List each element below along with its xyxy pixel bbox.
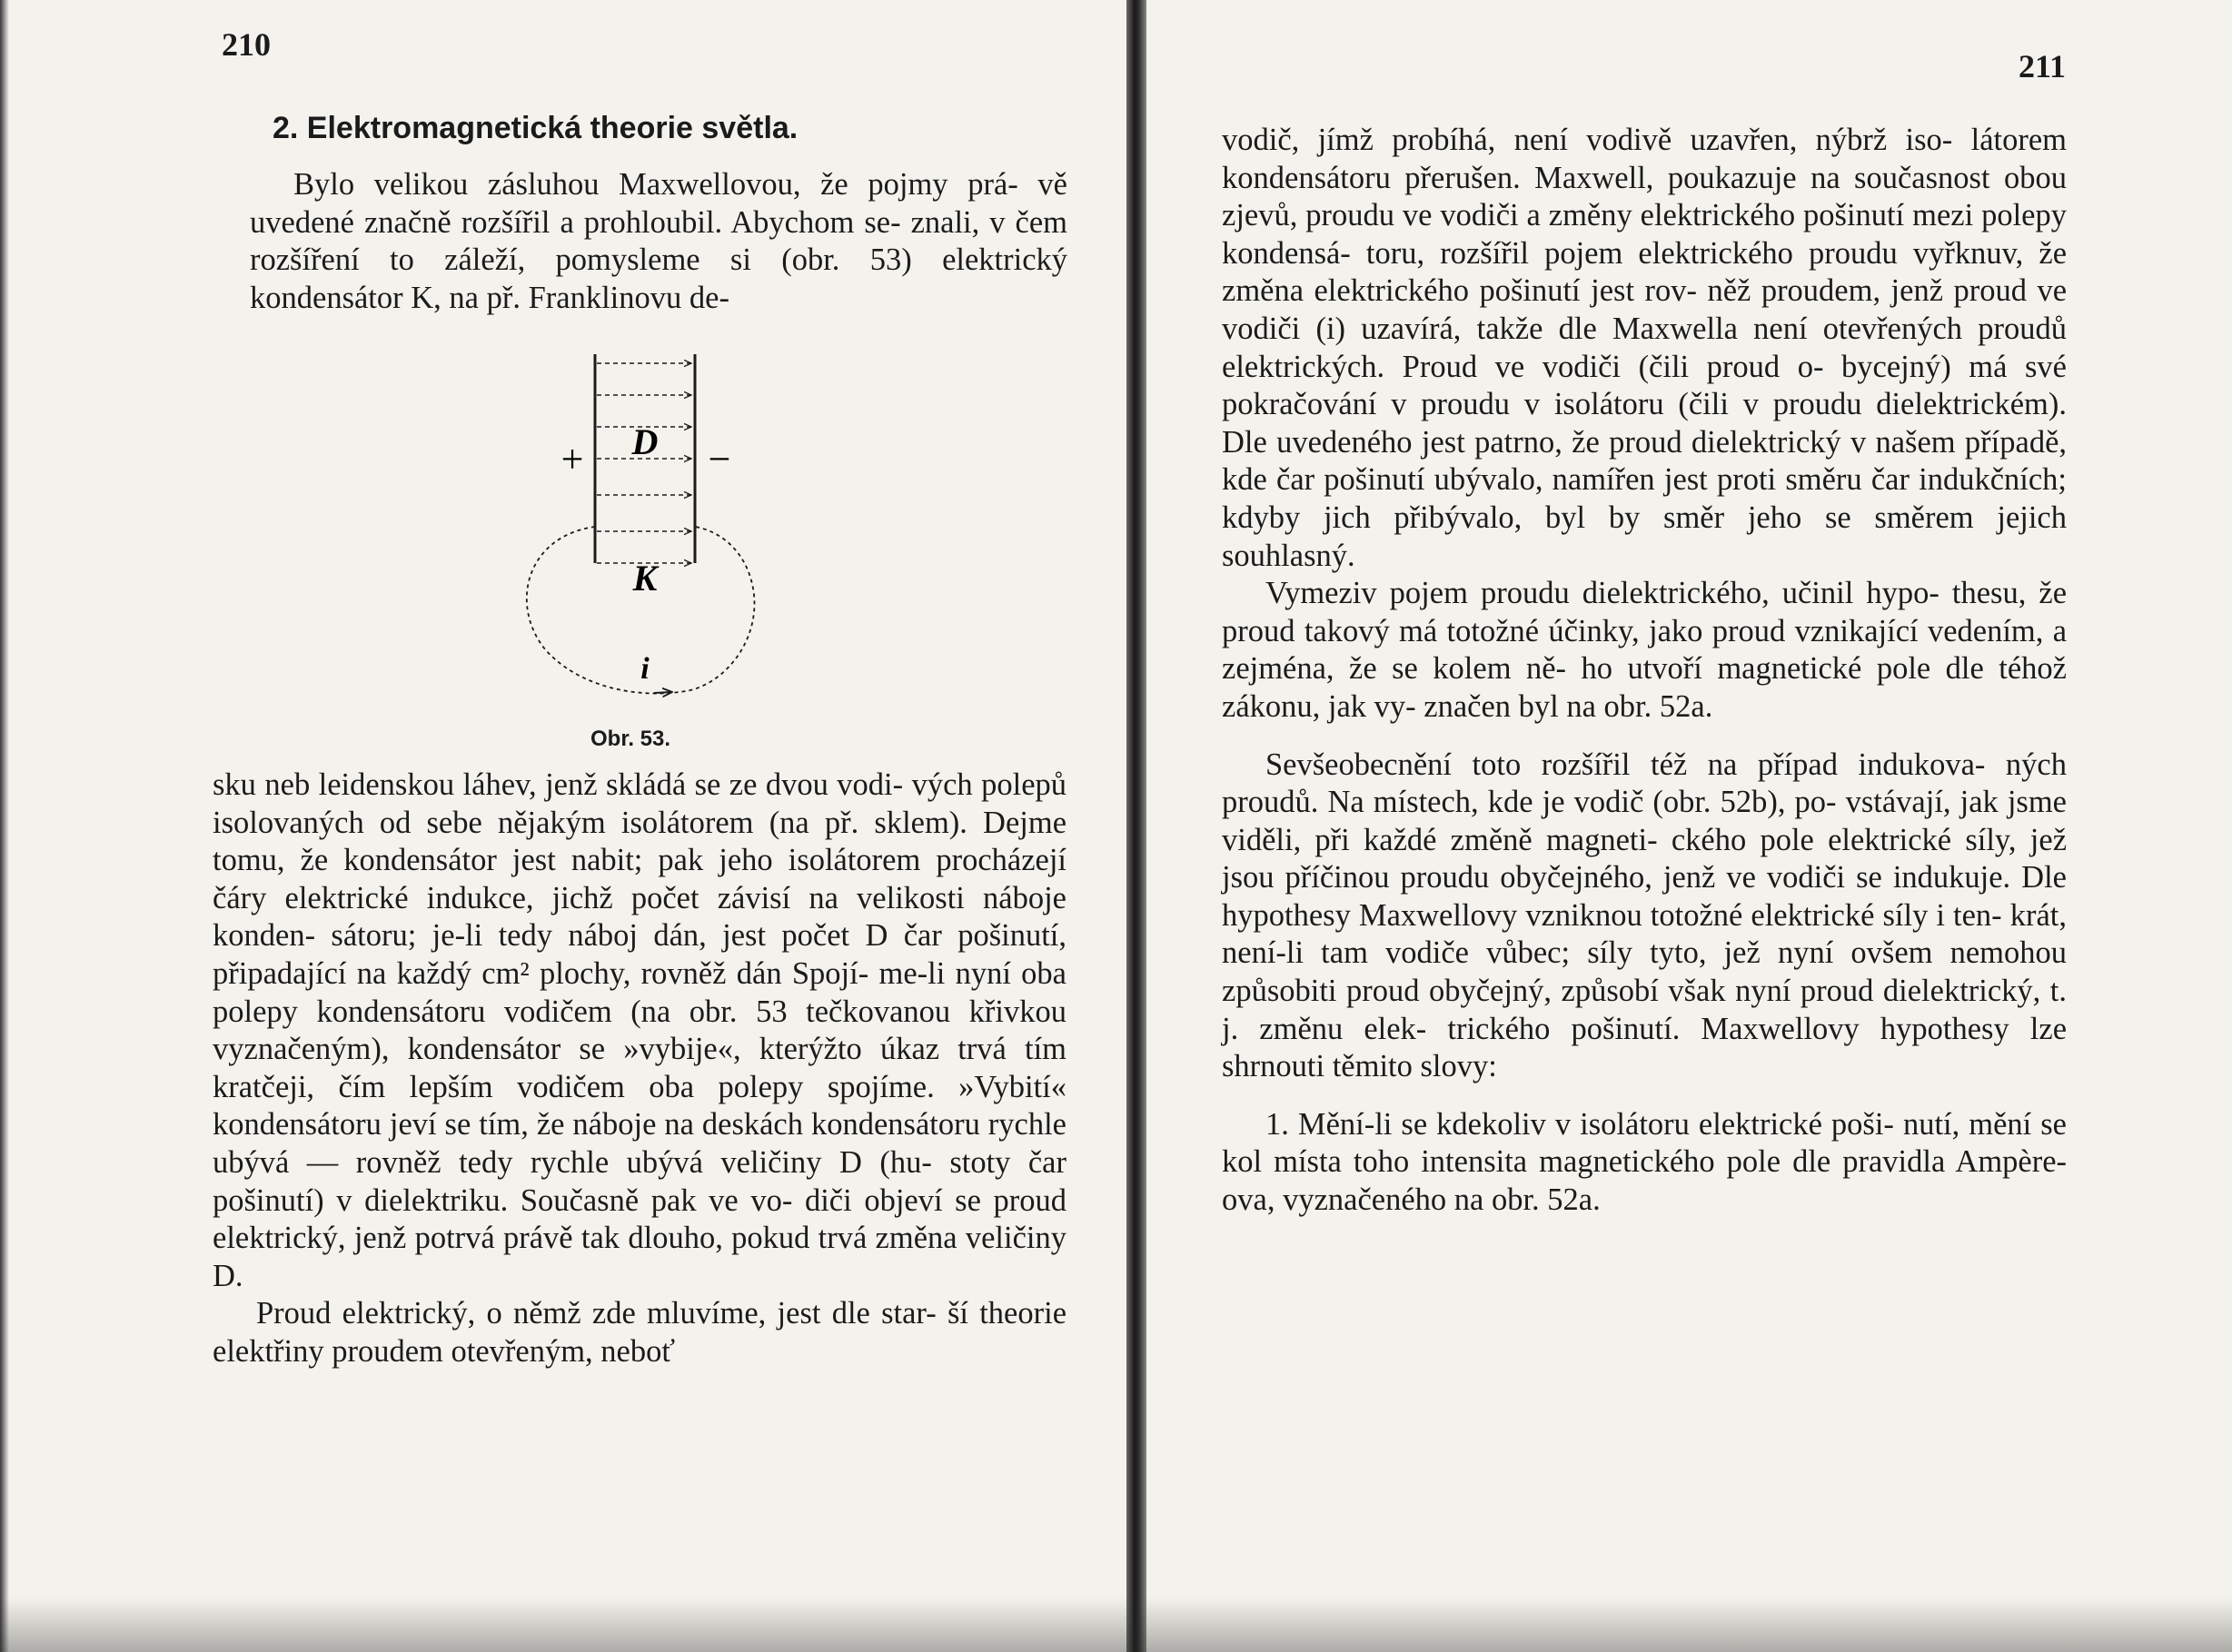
page-number-left: 210	[222, 26, 271, 63]
text-line: ubývá — rovněž tedy rychle ubývá veličiny D (hu-	[213, 1144, 932, 1180]
text-line: jest patrno, že proud dielektrický v našem případě,	[1421, 424, 2068, 460]
text-line: ných proudů. Na místech, kde je vodič (obr. 52b), po-	[1222, 747, 2067, 820]
text-line: bycejný) má své pokračování v proudu v isolátoru	[1222, 349, 2067, 422]
text-line: indukce, jichž počet závisí na velikosti náboje konden-	[213, 880, 1066, 954]
text-line: vých polepů isolovaných od sebe nějakým isolátorem	[213, 767, 1067, 840]
text-line: »vybije«, kterýžto úkaz trvá tím kratčeji, čím lepším	[213, 1032, 1066, 1104]
label-minus: −	[708, 437, 731, 481]
right-paragraph-3	[1222, 747, 2067, 1086]
text-line: Proud elektrický, o němž zde mluvíme, jest dle star-	[256, 1296, 937, 1331]
text-line: vstávají, jak jsme viděli, při každé změně magneti-	[1222, 785, 2067, 857]
text-line: změny elektrického pošinutí mezi polepy kondensá-	[1222, 198, 2067, 271]
text-line: sátoru; je-li tedy náboj dán, jest počet D čar pošinutí,	[331, 918, 1066, 954]
right-page-text	[1222, 122, 2067, 1220]
text-line: byl by směr jeho se směrem jejich souhlasný.	[1222, 500, 2067, 573]
label-d: D	[631, 421, 659, 462]
text-line: obyčejného, jenž ve vodiči se indukuje. Dle hypothesy	[1222, 860, 2067, 933]
text-line: vě uvedené značně rozšířil a prohloubil. Abychom se-	[250, 167, 1067, 240]
current-arrow	[654, 692, 672, 693]
text-line: trického pošinutí. Maxwellovy hypothesy lze shrnouti	[1222, 1011, 2068, 1084]
text-line: připadající na každý cm² plochy, rovněž dán Spojí-	[213, 955, 869, 991]
figure-caption: Obr. 53.	[590, 727, 671, 751]
label-plus: +	[560, 437, 584, 481]
text-line: na současnost obou zjevů, proudu ve vodiči a	[1222, 160, 2067, 233]
text-line: 53 tečkovanou křivkou vyznačeným), kondensátor se	[213, 994, 1066, 1067]
text-line: jeví se tím, že náboje na deskách kondensátoru rychle	[389, 1107, 1066, 1143]
capacitor-figure	[509, 350, 781, 713]
right-paragraph-1	[1222, 122, 2067, 575]
text-line: me-li nyní oba polepy kondensátoru vodičem (na obr.	[213, 955, 1066, 1029]
text-line: že změna elektrického pošinutí jest rov-	[1222, 235, 2068, 309]
section-heading: 2. Elektromagnetická theorie světla.	[273, 111, 799, 145]
text-line: (na př. sklem). Dejme tomu, že kondensátor jest	[213, 805, 1067, 878]
text-line: těmito slovy:	[1332, 1049, 1497, 1084]
text-line: nutí, mění se kol místa toho intensita magnetického	[1222, 1106, 2067, 1180]
text-line: znali, v čem rozšíření to záleží, pomysleme si (obr.	[250, 204, 1068, 278]
left-paragraph-3	[213, 1295, 1066, 1370]
text-line: kde čar pošinutí ubývalo, namířen jest proti	[1222, 462, 1777, 498]
text-line: 53) elektrický kondensátor K, na př. Franklinovu de-	[250, 242, 1068, 315]
field-lines	[597, 363, 691, 563]
text-line: dlouho, pokud trvá změna veličiny D.	[213, 1221, 1066, 1293]
book-gutter	[1126, 0, 1146, 1652]
text-line: 1. Mění-li se kdekoliv v isolátoru elektrické poši-	[1265, 1106, 1894, 1142]
text-line: pole dle pravidla Ampère-ova, vyznačeného na obr. 52a.	[1222, 1144, 2068, 1218]
text-line: takže dle Maxwella není otevřených proudů	[1476, 311, 2068, 346]
page-number-right: 211	[2019, 48, 2067, 84]
text-line: Vymeziv pojem proudu dielektrického, učinil hypo-	[1265, 576, 1939, 611]
text-line: ho utvoří magnetické pole dle téhož zákonu, jak vy-	[1222, 651, 2067, 724]
right-paragraph-2	[1222, 575, 2067, 726]
text-line: stoty čar pošinutí) v dielektriku. Současně pak ve vo-	[213, 1144, 1066, 1218]
paragraph-gap	[1222, 727, 2067, 747]
left-paragraph-2	[213, 767, 1066, 1371]
page-edge-shadow	[0, 0, 9, 1652]
label-k: K	[632, 558, 658, 598]
text-line: směru čar indukčních; kdyby jich přibývalo,	[1222, 462, 2067, 535]
scan-bottom-shadow	[0, 1598, 2232, 1652]
text-line: elektrických. Proud ve vodiči (čili proud o-	[1222, 349, 1824, 384]
text-line: něž proudem, jenž proud ve vodiči (i) uzavírá,	[1222, 273, 2068, 346]
label-i: i	[640, 652, 650, 686]
text-line: Maxwellovy vzniknou totožné elektrické síly i ten-	[1358, 897, 2002, 933]
text-line: diči objeví se proud elektrický, jenž potrvá právě tak	[213, 1182, 1067, 1256]
text-line: toru, rozšířil pojem elektrického proudu vyřknuv,	[1365, 235, 2024, 271]
text-line: krát, není-li tam vodiče vůbec; síly tyto, jež	[1222, 897, 2067, 971]
text-line: vodičem oba polepy spojíme. »Vybití« kondensátoru	[213, 1069, 1066, 1143]
text-line: Bylo velikou zásluhou Maxwellovou, že pojmy prá-	[293, 167, 1018, 202]
text-line: látorem kondensátoru přerušen. Maxwell, poukazuje	[1222, 123, 2067, 195]
text-line: ckého pole elektrické síly, jež jsou příčinou proudu	[1222, 822, 2068, 895]
text-line: thesu, že proud takový má totožné účinky, jako	[1222, 576, 2068, 648]
text-line: nyní ovšem nemohou způsobiti proud obyčejný, způsobí	[1222, 935, 2067, 1009]
text-line: ší theorie elektřiny proudem otevřeným, neboť	[213, 1296, 1067, 1369]
text-line: však nyní proud dielektrický, t. j. změnu elek-	[1222, 974, 2068, 1046]
text-line: sku neb leidenskou láhev, jenž skládá se ze dvou vodi-	[213, 767, 904, 802]
text-line: značen byl na obr. 52a.	[1424, 688, 1713, 724]
text-line: Sevšeobecnění toto rozšířil též na případ indukova-	[1265, 747, 1986, 782]
text-line: vodič, jímž probíhá, není vodivě uzavřen, nýbrž iso-	[1222, 123, 1953, 157]
right-paragraph-4	[1222, 1106, 2067, 1220]
left-paragraph-1	[250, 166, 1067, 317]
text-line: (čili v proudu dielektrickém). Dle uvedeného	[1222, 387, 2068, 460]
text-line: proud vznikající vedením, a zejména, že se kolem ně-	[1222, 613, 2068, 687]
paragraph-gap	[1222, 1086, 2067, 1106]
text-line: nabit; pak jeho isolátorem procházejí čáry elektrické	[213, 843, 1066, 915]
